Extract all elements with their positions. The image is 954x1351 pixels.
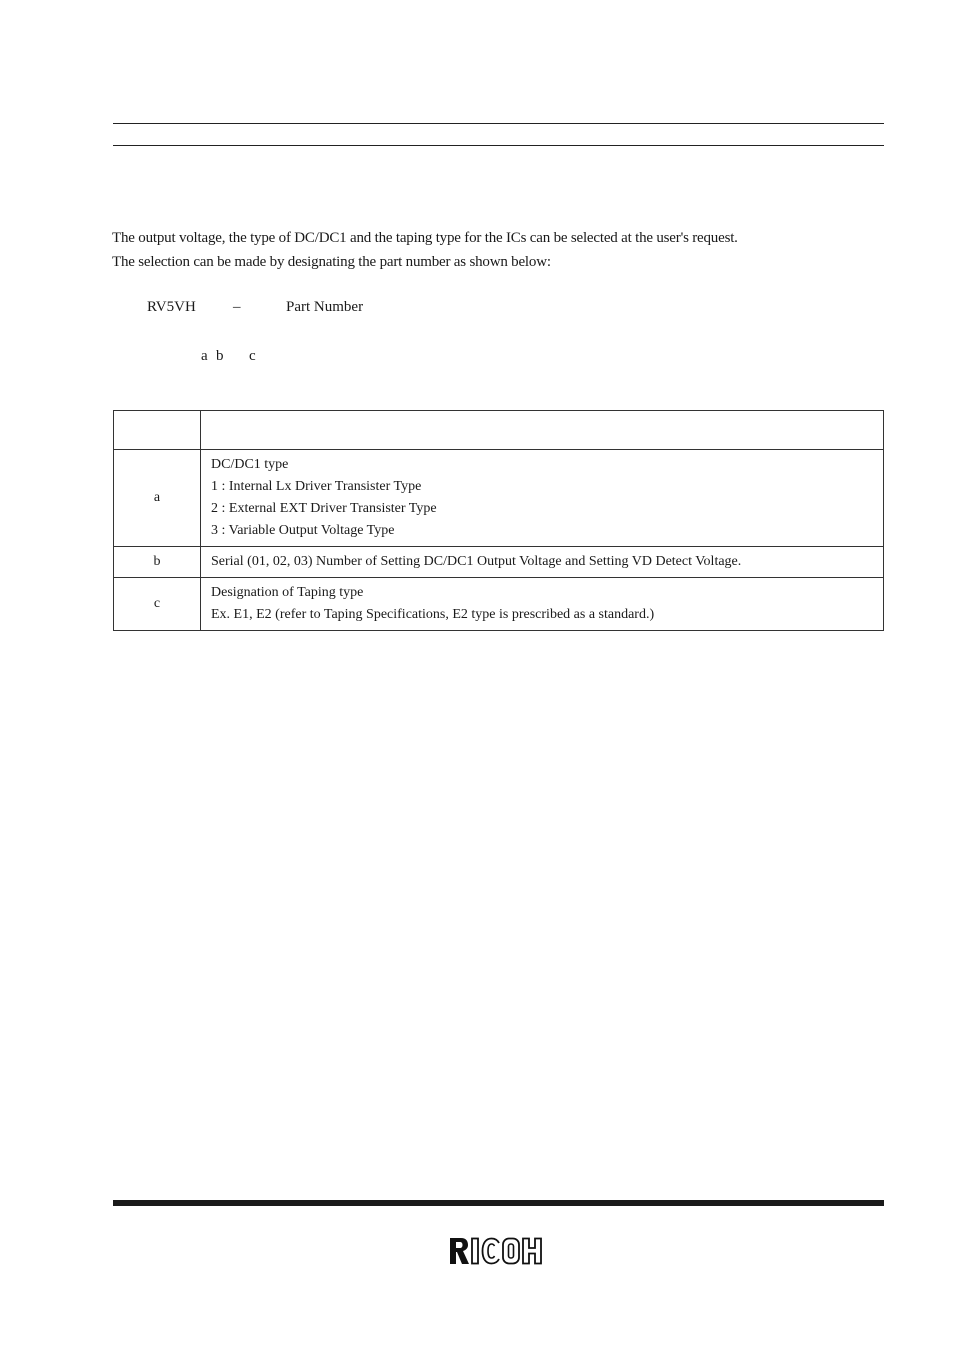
table-row-code: b — [114, 547, 201, 578]
row-c-line-2: Ex. E1, E2 (refer to Taping Specifications, E2 type is prescribed as a standard.) — [211, 607, 655, 622]
ricoh-logo — [449, 1237, 549, 1265]
part-prefix: RV5VH — [147, 299, 196, 315]
row-c-line-1: Designation of Taping type — [211, 585, 364, 600]
part-letter-a: a — [201, 348, 208, 364]
row-a-line-3: 2 : External EXT Driver Transister Type — [211, 501, 437, 516]
table-row-contents — [201, 547, 884, 578]
table-row-contents — [201, 450, 884, 547]
part-dash: – — [233, 299, 241, 315]
header-rule-bottom — [113, 145, 884, 146]
row-a-line-2: 1 : Internal Lx Driver Transister Type — [211, 479, 422, 494]
part-number-label: Part Number — [286, 299, 364, 315]
selection-table — [113, 410, 884, 631]
footer-rule — [113, 1200, 884, 1206]
table-row — [114, 450, 884, 547]
part-letter-b: b — [216, 348, 224, 364]
header-rule-top — [113, 123, 884, 124]
table-row-contents — [201, 578, 884, 631]
table-row-code: a — [114, 450, 201, 547]
table-header-row — [114, 411, 884, 450]
table-header-code — [114, 411, 201, 450]
intro-line-2: The selection can be made by designating the part number as shown below: — [112, 254, 551, 270]
row-b-line-1: Serial (01, 02, 03) Number of Setting DC/DC1 Output Voltage and Setting VD Detect Voltage. — [211, 554, 742, 569]
intro-paragraph — [112, 226, 738, 274]
row-a-line-1: DC/DC1 type — [211, 457, 289, 472]
table-row-code: c — [114, 578, 201, 631]
table-row — [114, 547, 884, 578]
part-letter-c: c — [249, 348, 256, 364]
table-row — [114, 578, 884, 631]
row-a-line-4: 3 : Variable Output Voltage Type — [211, 523, 395, 538]
intro-line-1: The output voltage, the type of DC/DC1 and the taping type for the ICs can be selected at the user's request. — [112, 230, 738, 246]
table-header-contents — [201, 411, 884, 450]
